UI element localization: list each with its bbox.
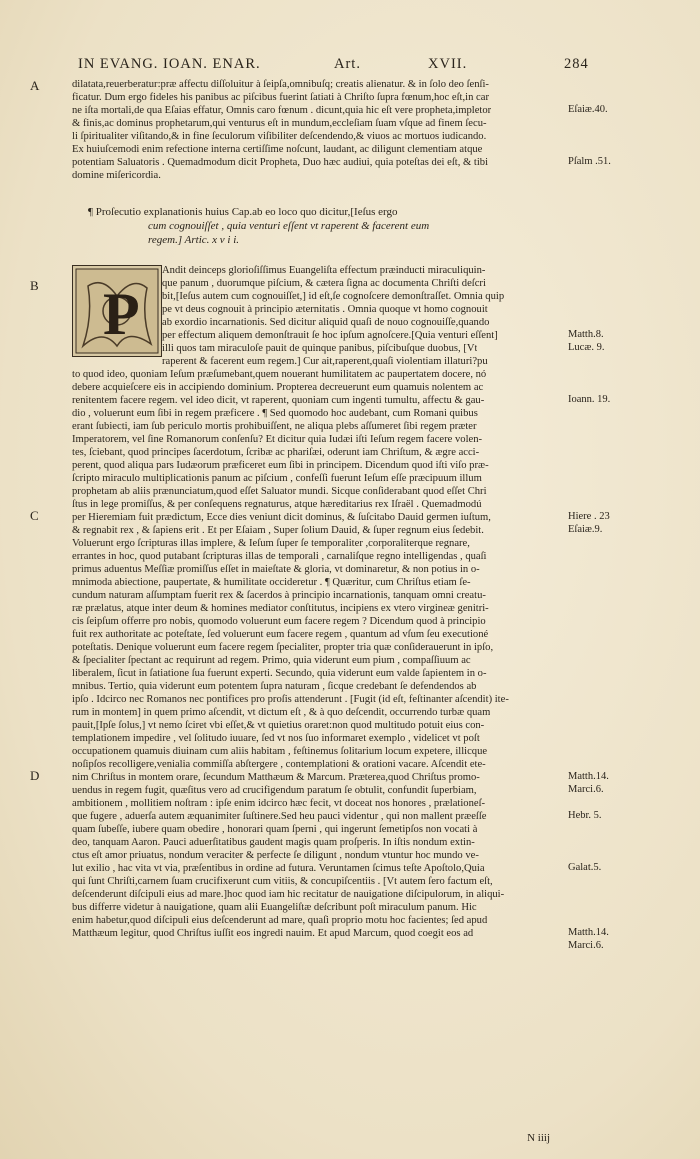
margin-letter-a: A: [30, 78, 40, 93]
marginal-reference: Ioann. 19.: [568, 394, 611, 405]
marginal-reference: Marci.6.: [568, 940, 604, 951]
text-line: pauit,[Ipſe ſolus,] vt nemo ſciret vbi eſſet,& vt quietius oraret:non quod multitudo potuit eius con-: [72, 720, 485, 731]
text-line: ambitionem , mollitiem noſtram : ipſe enim idcirco hæc fecit, vt doceat nos honores , prælationeſ-: [72, 798, 486, 809]
text-line: ne iſta mortali,de qua Eſaias effatur, Omnis caro fœnum . dicunt,quia hic eſt vere propheta,impletor: [72, 105, 492, 116]
text-line: & ſpecialiter ſpectant ac requirunt ad regem. Primo, quia viderunt eum pium , compaſſiuum ac: [72, 655, 471, 666]
text-line: liberalem, ſicut in ſatiatione ſua fuerunt experti. Secundo, quia viderunt eum valde ſapientem in o-: [72, 668, 487, 679]
text-line: ſcripto miraculo multiplicationis panum ac piſcium , confeſſi fuerunt Ieſum eſſe præcipuum illum: [72, 473, 482, 484]
text-line: qui ſunt Chriſti,carnem ſuam crucifixerunt cum vitiis, & concupiſcentiis . [Vt autem ſero factum eſt,: [72, 876, 493, 887]
text-line: nim Chriſtus in montem orare, ſecundum Matthæum & Marcum. Præterea,quod Chriſtus promo-: [72, 772, 480, 783]
text-line: quam ſubeſſe, iubere quam obedire , honorari quam ſperni , qui ingerunt ſemetipſos non vocati à: [72, 824, 478, 835]
text-line: que panum , duorumque piſcium, & cætera ſigna ac documenta Chriſti deſcri: [162, 278, 486, 289]
section-heading: [88, 205, 558, 247]
margin-letter-c: C: [30, 508, 39, 523]
marginal-reference: Marci.6.: [568, 784, 604, 795]
marginal-reference: Pſalm .51.: [568, 156, 611, 167]
section-heading-line: ¶ Proſecutio explanationis huius Cap.ab eo loco quo dicitur,[Ieſus ergo: [88, 206, 398, 218]
text-line: deſcenderunt diſcipuli eius ad mare.]hoc quod iam hic recitatur de nauigatione diſcipulorum, in aliqui-: [72, 889, 505, 900]
text-line: per Hieremiam fuit prædictum, Ecce dies veniunt dicit dominus, & ſuſcitabo Dauid germen iuſtum,: [72, 512, 491, 523]
text-line: dilatata,reuerberatur:præ affectu diſſoluitur à ſeipſa,omnibuſq; creatis alienatur. & in ſolo deo ſenſi-: [72, 79, 489, 90]
text-line: bus differre videtur à nauigatione, quam alii Euangeliſtæ deſcribunt poſt miraculum panum. Hic: [72, 902, 477, 913]
text-line: primus aduentus Meſſiæ promiſſus eſſet in maieſtate & gloria, vt dominaretur, & non potius in o-: [72, 564, 480, 575]
marginal-reference: Matth.14.: [568, 771, 609, 782]
text-line: mnibus. Tertio, quia viderunt eum potentem ſupra naturam , ſicque credebant ſe defendendos ab: [72, 681, 477, 692]
margin-letter-d: D: [30, 768, 40, 783]
initial-ornament-icon: [73, 266, 161, 356]
text-line: Imperatorem, vel ſine Romanorum conſenſu? Et dicitur quia Iudæi iſti Ieſum regem facere volen-: [72, 434, 483, 445]
text-line: Ex huiuſcemodi enim refectione interna certiſſime noſcunt, laudant, ac diligunt clementiam atque: [72, 144, 483, 155]
marginal-reference: Hebr. 5.: [568, 810, 602, 821]
marginal-reference: Lucæ. 9.: [568, 342, 605, 353]
text-line: Voluerunt ergo ſcripturas illas implere, & Ieſum ſuper ſe temporaliter ,corporaliterque regnare,: [72, 538, 470, 549]
text-line: mnimoda abiectione, paupertate, & humilitate occideretur . ¶ Quæritur, cum Chriſtus etiam ſe-: [72, 577, 471, 588]
paragraph-b-beside-initial: [162, 264, 562, 368]
text-line: ſtus in lege promiſſus, & per conſequens regnaturus, atque hæreditarius rex Iſraël . Quemadmodú: [72, 499, 482, 510]
text-line: ræ prælatus, atque inter deum & homines mediator conſtitutus, incipiens ex vtero virgineæ genitri-: [72, 603, 489, 614]
text-line: poteſtatis. Denique voluerunt eum facere regem ſpecialiter, propter tria quæ conſiderauerunt in ipſo,: [72, 642, 494, 653]
text-line: & regnabit rex , & ſapiens erit . Et per Eſaiam , Super ſolium Dauid, & ſuper regnum eius ſedebit.: [72, 525, 484, 536]
text-line: potentiam Saluatoris . Quemadmodum dicit Propheta, Duo hæc audiui, quia poteſtas dei eſt, & tibi: [72, 157, 489, 168]
text-line: Matthæum legitur, quod Chriſtus iuſſit eos ingredi nauim. Et apud Marcum, quod coegit eos ad: [72, 928, 474, 939]
marginal-reference: Galat.5.: [568, 862, 602, 873]
article-number: XVII.: [428, 56, 468, 72]
text-line: enim habetur,quod diſcipuli eius deſcenderunt ad mare, quaſi proprio motu hoc facientes; ſed apud: [72, 915, 488, 926]
text-line: noſipſos recolligere,venialia commiſſa abſtergere , contemplationi & orationi vacare. Aſcendit ete-: [72, 759, 486, 770]
text-line: dio , voluerunt eum ſibi in regem præficere . ¶ Sed quomodo hoc audebant, cum Romani quibus: [72, 408, 478, 419]
text-line: deo, tanquam Aaron. Pauci aduerſitatibus gaudent magis quam proſperis. In iſtis nondum extin-: [72, 837, 475, 848]
text-line: bit,[Ieſus autem cum cognouiſſet,] id eſt,ſe cognoſcere demonſtraſſet. Omnia quip: [162, 291, 505, 302]
marginal-reference: Matth.14.: [568, 927, 609, 938]
text-line: prophetam ab aliis prænunciatum,quod eſſet Saluator mundi. Sicque conſiderabant quod eſſet Chri: [72, 486, 487, 497]
text-line: occupationem quamuis diuinam cum aliis habitam , feſtinemus ſolitarium locum expetere, illicque: [72, 746, 488, 757]
marginal-reference: Eſaiæ.40.: [568, 104, 608, 115]
text-line: perent, quod aliqua pars Iudæorum præficeret eum ſibi in principem. Dicendum quod iſti viſo præ-: [72, 460, 489, 471]
svg-text:P: P: [103, 281, 140, 347]
section-heading-line: cum cognouiſſet , quia venturi eſſent vt raperent & facerent eum: [148, 220, 430, 232]
text-line: tes, ſciebant, quod principes ſacerdotum, ſcribæ ac phariſæi, oderunt iam Chriſtum, & ægre acci-: [72, 447, 480, 458]
marginal-reference: Eſaiæ.9.: [568, 524, 603, 535]
running-header: [56, 56, 616, 76]
text-line: Andit deinceps glorioſiſſimus Euangeliſta effectum præinducti miraculiquin-: [162, 265, 486, 276]
marginal-reference: Hiere . 23: [568, 511, 610, 522]
text-line: uendus in regem fugit, quæſitus vero ad crucifigendum paratum ſe obtulit, confundit ſuperbiam,: [72, 785, 477, 796]
margin-letter-b: B: [30, 278, 39, 293]
text-line: ipſo . Idcirco nec Romanos nec pontifices pro proſis attenderunt . [Fugit (id eſt, feſtinanter aſcendit) ite-: [72, 694, 509, 705]
section-heading-line: regem.] Artic. x v i i.: [148, 234, 240, 246]
decorated-initial-p: [72, 265, 162, 357]
text-line: domine miſericordia.: [72, 170, 161, 181]
text-line: templationem impedire , vel ſolitudo iuuare, ſed vt nos ſuo informaret exemplo , videlicet vt poſt: [72, 733, 480, 744]
text-line: que fugere , aduerſa autem æquanimiter ſuſtinere.Sed heu pauci videntur , qui non mallent præeſſe: [72, 811, 487, 822]
text-line: pe vt deus cognouit à principio æternitatis . Omnia quoque vt homo cognouit: [162, 304, 488, 315]
text-line: illi quos tam miraculoſe pauit de quinque panibus, piſcibuſque duobus, [Vt: [162, 343, 478, 354]
text-line: to quod ideo, quoniam Ieſum præſumebant,quem nouerant humilitatem ac paupertatem docere, nó: [72, 369, 487, 380]
text-line: raperent & facerent eum regem.] Cur ait,raperent,quaſi violentiam illaturi?pu: [162, 356, 488, 367]
marginal-reference: Matth.8.: [568, 329, 604, 340]
text-line: erant ſubiecti, iam ſub periculo mortis prohibuiſſent, ne aliqua plebs aſſumeret ſibi regem præter: [72, 421, 477, 432]
text-line: renitentem facere regem. vel ideo dicit, vt raperent, quoniam cum ingenti tumultu, affectu & gau-: [72, 395, 485, 406]
text-line: ab exordio incarnationis. Sed dicitur aliquid quaſi de nouo cognouiſſe,quando: [162, 317, 490, 328]
text-line: lut exilio , hac vita vt via, præſentibus in ordine ad futura. Veruntamen ſcimus teſte Apoſtolo,Quia: [72, 863, 485, 874]
text-line: fuit rex authoritate ac poteſtate, ſed voluerunt eum facere regem , quantum ad vſum ſeu executioné: [72, 629, 489, 640]
text-line: & finis,ac dominus prophetarum,qui venturus eſt in mundum,eccleſiam ſuam vſque ad finem ſecu-: [72, 118, 487, 129]
text-line: li ſpiritualiter viſitando,& in fine ſeculorum viſibiliter deſcendendo,& viuos ac mortuos iudicando.: [72, 131, 487, 142]
signature-mark: N iiij: [527, 1132, 550, 1144]
page-number: 284: [564, 56, 589, 72]
paragraph-a: [72, 78, 564, 182]
text-line: cis ſeipſum offerre pro nobis, quomodo voluerunt eum facere regem ? Dicendum quod à principio: [72, 616, 486, 627]
text-line: rum in montem] in quem primo aſcendit, vt dictum eſt , & à quo deſcendit, occurrendo turbæ quam: [72, 707, 491, 718]
text-line: ficatur. Dum ergo fideles his panibus ac piſcibus fuerint ſatiati à Chriſto ſupra fœnum,hoc eſt,in car: [72, 92, 489, 103]
text-line: ctus eſt amor priuatus, nondum veraciter & perfecte ſe diligunt , nondum vtuntur hoc mundo ve-: [72, 850, 479, 861]
running-title: IN EVANG. IOAN. ENAR.: [78, 56, 261, 72]
paragraph-b-body: [72, 368, 564, 940]
text-line: errantes in hoc, quod putabant ſcripturas illas de temporali , carnaliſque regno intelligendas , quaſi: [72, 551, 487, 562]
text-line: cundum naturam aſſumptam fuerit rex & ſacerdos à principio incarnationis, tanquam omni creatu-: [72, 590, 486, 601]
text-line: debere acquieſcere eis in accipiendo dominium. Propterea decreuerunt eum quamuis nolentem ac: [72, 382, 484, 393]
article-label: Art.: [334, 56, 361, 72]
text-line: per effectum aliquem demonſtrauit ſe hoc ipſum agnoſcere.[Quia venturi eſſent]: [162, 330, 498, 341]
